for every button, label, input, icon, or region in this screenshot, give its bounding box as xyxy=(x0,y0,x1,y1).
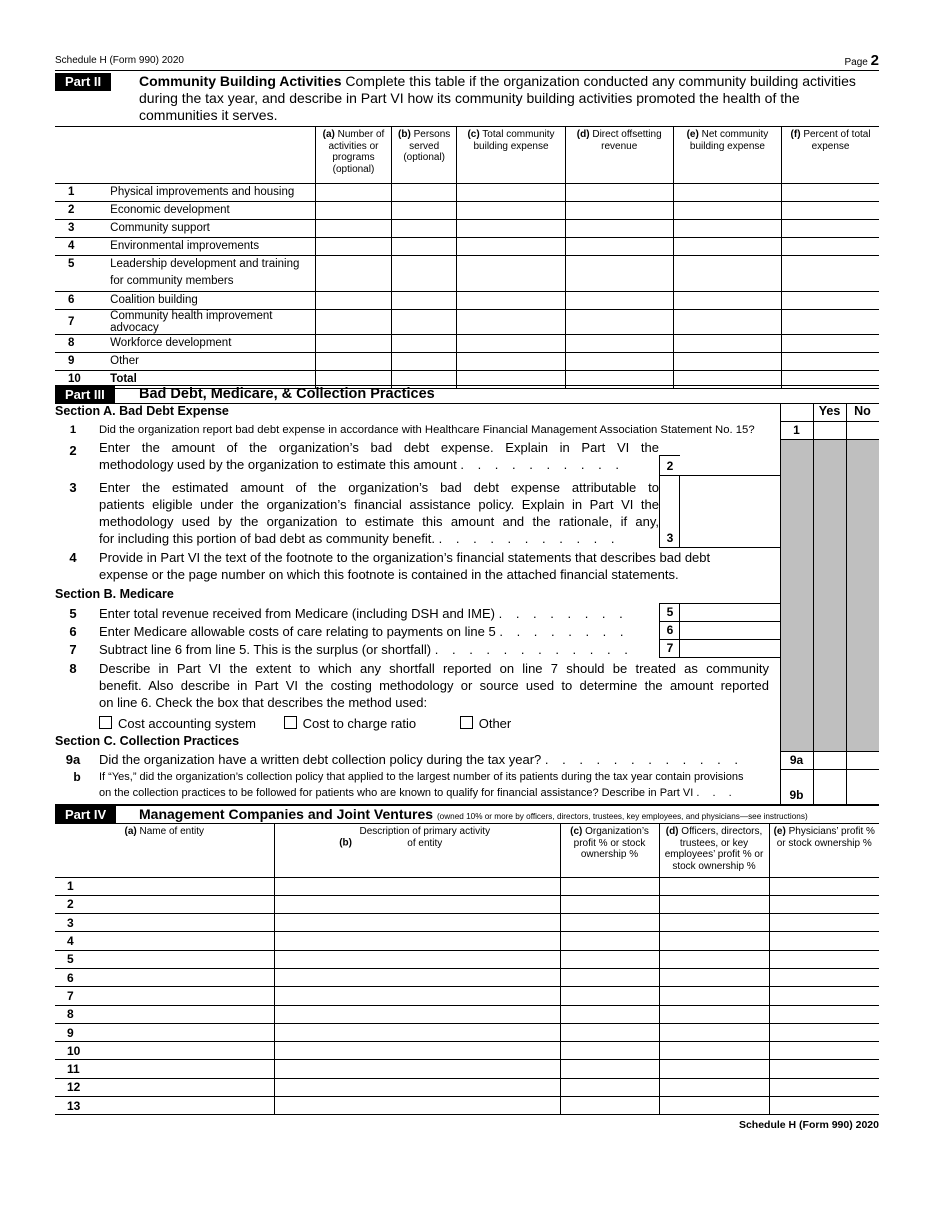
part4-cell[interactable] xyxy=(659,877,769,895)
part4-cell[interactable] xyxy=(560,895,659,913)
part4-cell[interactable] xyxy=(274,1023,560,1041)
part2-row-9: 9 Other xyxy=(55,352,879,370)
part4-cell[interactable] xyxy=(659,1097,769,1115)
part4-cell[interactable] xyxy=(769,968,879,986)
part4-col-c: (c) Organization’s profit % or stock ownership % xyxy=(560,824,659,877)
part4-row-num: 9 xyxy=(55,1023,274,1041)
line-9a-yes[interactable] xyxy=(814,752,846,769)
part2-header-row xyxy=(55,127,879,183)
part2-row-6: 6 Coalition building xyxy=(55,291,879,309)
no-header: No xyxy=(854,404,871,418)
part4-col-b: (b) Description of primary activity of entity xyxy=(274,824,560,877)
form-name: Schedule H (Form 990) 2020 xyxy=(55,55,184,66)
part4-cell[interactable] xyxy=(769,1042,879,1060)
part2-row-8: 8 Workforce development xyxy=(55,334,879,352)
line-6-amount[interactable] xyxy=(680,622,779,639)
line-3-box-label: 3 xyxy=(666,531,674,545)
part4-cell[interactable] xyxy=(769,1023,879,1041)
page-indicator xyxy=(845,52,879,69)
part4-cell[interactable] xyxy=(769,987,879,1005)
part4-cell[interactable] xyxy=(560,914,659,932)
part4-cell[interactable] xyxy=(274,895,560,913)
part4-cell[interactable] xyxy=(274,1078,560,1096)
part4-cell[interactable] xyxy=(560,1097,659,1115)
part4-cell[interactable] xyxy=(659,895,769,913)
part2-row-7: 7 Community health improvement advocacy xyxy=(55,309,879,334)
part4-row xyxy=(55,1097,879,1115)
part4-subtitle: (owned 10% or more by officers, directors, trustees, key employees, and physicians—see instructions) xyxy=(436,812,808,821)
part4-row-num: 6 xyxy=(55,968,274,986)
part4-cell[interactable] xyxy=(659,1023,769,1041)
part4-cell[interactable] xyxy=(274,1060,560,1078)
line-6-box-label: 6 xyxy=(666,623,674,637)
page-number: 2 xyxy=(870,52,879,69)
part4-cell[interactable] xyxy=(560,877,659,895)
line-9b-no[interactable] xyxy=(847,770,879,804)
part4-title: Management Companies and Joint Ventures xyxy=(139,806,434,822)
part4-row-num: 10 xyxy=(55,1042,274,1060)
part4-row xyxy=(55,1023,879,1041)
line-5-box-label: 5 xyxy=(666,605,674,619)
part4-cell[interactable] xyxy=(274,932,560,950)
part2-title: Community Building Activities xyxy=(139,73,342,89)
part4-cell[interactable] xyxy=(659,914,769,932)
part4-cell[interactable] xyxy=(769,1005,879,1023)
part4-row-num: 11 xyxy=(55,1060,274,1078)
part4-cell[interactable] xyxy=(274,877,560,895)
yes-header: Yes xyxy=(818,404,841,418)
line-9a-box-label: 9a xyxy=(789,753,804,767)
section-c-title: Section C. Collection Practices xyxy=(55,734,240,748)
section-b-title: Section B. Medicare xyxy=(55,587,174,601)
part4-cell[interactable] xyxy=(560,1042,659,1060)
line-3-amount[interactable] xyxy=(680,476,779,546)
part4-col-a: (a) Name of entity xyxy=(55,824,274,877)
part4-cell[interactable] xyxy=(274,968,560,986)
page-label: Page xyxy=(844,57,868,68)
part4-cell[interactable] xyxy=(274,950,560,968)
part4-header-row xyxy=(55,824,879,877)
part2-col-a: (a) Number of activities or programs (optional) xyxy=(315,127,391,183)
part2-row-5: 5 Leadership development and training for community members xyxy=(55,255,879,291)
method-options xyxy=(99,715,511,732)
part4-row xyxy=(55,1078,879,1096)
part4-cell[interactable] xyxy=(769,895,879,913)
part4-row-num: 12 xyxy=(55,1078,274,1096)
part4-cell[interactable] xyxy=(274,1097,560,1115)
part2-col-c: (c) Total community building expense xyxy=(457,127,565,183)
opt-cost-to-charge[interactable]: Cost to charge ratio xyxy=(284,716,416,731)
opt-cost-accounting[interactable]: Cost accounting system xyxy=(99,716,256,731)
part4-row-num: 4 xyxy=(55,932,274,950)
part4-cell[interactable] xyxy=(274,1005,560,1023)
part2-row-2: 2 Economic development xyxy=(55,201,879,219)
line-1-yes[interactable] xyxy=(814,422,846,439)
part4-cell[interactable] xyxy=(769,950,879,968)
line-1-no[interactable] xyxy=(847,422,879,439)
part4-cell[interactable] xyxy=(659,1060,769,1078)
checkbox-icon[interactable] xyxy=(99,716,112,729)
part4-cell[interactable] xyxy=(274,914,560,932)
part3-title: Bad Debt, Medicare, & Collection Practices xyxy=(139,386,435,402)
part2-col-f: (f) Percent of total expense xyxy=(782,127,879,183)
part3-tag: Part III xyxy=(55,386,115,404)
part2-row-3: 3 Community support xyxy=(55,219,879,237)
part4-cell[interactable] xyxy=(659,950,769,968)
line-2-box-label: 2 xyxy=(666,459,674,473)
part2-col-b: (b) Persons served (optional) xyxy=(392,127,457,183)
part4-cell[interactable] xyxy=(659,932,769,950)
part4-col-e: (e) Physicians’ profit % or stock ownership % xyxy=(769,824,879,877)
line-9b-box-label: 9b xyxy=(789,788,804,802)
part4-row xyxy=(55,1060,879,1078)
part4-row xyxy=(55,914,879,932)
part4-row-num: 3 xyxy=(55,914,274,932)
part2-col-d: (d) Direct offsetting revenue xyxy=(565,127,673,183)
part4-row xyxy=(55,987,879,1005)
part4-cell[interactable] xyxy=(659,1042,769,1060)
part4-cell[interactable] xyxy=(659,1078,769,1096)
part4-row-num: 7 xyxy=(55,987,274,1005)
checkbox-icon[interactable] xyxy=(460,716,473,729)
part4-cell[interactable] xyxy=(560,968,659,986)
part4-cell[interactable] xyxy=(560,1005,659,1023)
part4-table xyxy=(55,824,879,1115)
part4-tag: Part IV xyxy=(55,806,116,824)
part4-cell[interactable] xyxy=(769,1078,879,1096)
part4-row xyxy=(55,1005,879,1023)
part4-cell[interactable] xyxy=(560,1023,659,1041)
part4-row-num: 8 xyxy=(55,1005,274,1023)
part4-cell[interactable] xyxy=(560,950,659,968)
section-a-title: Section A. Bad Debt Expense xyxy=(55,404,229,418)
line-7-amount[interactable] xyxy=(680,640,779,657)
opt-other[interactable]: Other xyxy=(460,716,512,731)
part4-cell[interactable] xyxy=(560,1060,659,1078)
part2-row-4: 4 Environmental improvements xyxy=(55,237,879,255)
line-9a-no[interactable] xyxy=(847,752,879,769)
checkbox-icon[interactable] xyxy=(284,716,297,729)
part2-table xyxy=(55,127,879,389)
part4-row-num: 1 xyxy=(55,877,274,895)
part2-col-e: (e) Net community building expense xyxy=(673,127,781,183)
part4-cell[interactable] xyxy=(769,1060,879,1078)
part4-row xyxy=(55,895,879,913)
part4-row xyxy=(55,877,879,895)
part4-cell[interactable] xyxy=(659,968,769,986)
part4-row-num: 13 xyxy=(55,1097,274,1115)
part4-cell[interactable] xyxy=(274,987,560,1005)
line-2-amount[interactable] xyxy=(680,456,779,475)
part2-row-1: 1 Physical improvements and housing xyxy=(55,183,879,201)
part4-cell[interactable] xyxy=(659,1005,769,1023)
footer-form-name: Schedule H (Form 990) 2020 xyxy=(738,1119,879,1131)
part2-row-10: 10 Total xyxy=(55,370,879,388)
part4-row xyxy=(55,932,879,950)
line-7-box-label: 7 xyxy=(666,641,674,655)
part4-cell[interactable] xyxy=(769,932,879,950)
line-9b-yes[interactable] xyxy=(814,770,846,804)
part2-tag: Part II xyxy=(55,73,111,91)
line-1-box-label: 1 xyxy=(793,423,800,437)
part4-cell[interactable] xyxy=(769,914,879,932)
part4-row xyxy=(55,950,879,968)
part4-cell[interactable] xyxy=(659,987,769,1005)
shaded-area xyxy=(780,439,879,752)
part4-cell[interactable] xyxy=(769,1097,879,1115)
part2-description: Complete this table if the organization conducted any community building activities during the tax year, and describe in Part VI how its community building activities promoted the health of the communities it serves. xyxy=(139,73,856,123)
part4-cell[interactable] xyxy=(560,1078,659,1096)
part4-cell[interactable] xyxy=(274,1042,560,1060)
part4-row xyxy=(55,968,879,986)
part2-heading xyxy=(139,73,869,124)
part4-row-num: 5 xyxy=(55,950,274,968)
part4-row-num: 2 xyxy=(55,895,274,913)
part4-cell[interactable] xyxy=(769,877,879,895)
part4-cell[interactable] xyxy=(560,987,659,1005)
part4-row xyxy=(55,1042,879,1060)
part4-col-d: (d) Officers, directors, trustees, or key employees’ profit % or stock ownership % xyxy=(659,824,769,877)
line-5-amount[interactable] xyxy=(680,604,779,621)
part4-cell[interactable] xyxy=(560,932,659,950)
